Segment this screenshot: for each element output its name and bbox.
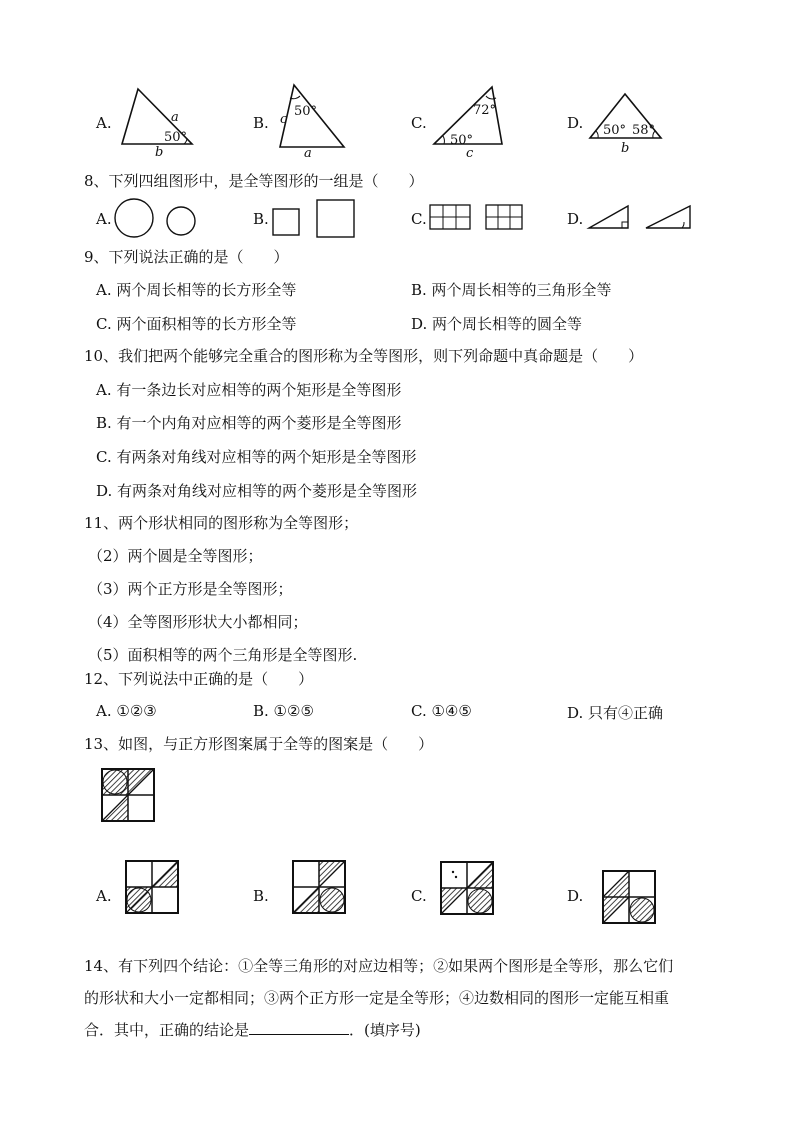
q7-option-a-label[interactable]: A. — [96, 114, 112, 132]
q7d-side-b: b — [621, 141, 630, 156]
q10-option-c[interactable]: C. 有两条对角线对应相等的两个矩形是全等图形 — [96, 448, 417, 466]
q8-option-a-label[interactable]: A. — [96, 210, 112, 228]
q9-option-a[interactable]: A. 两个周长相等的长方形全等 — [96, 281, 297, 299]
q8-option-c-label[interactable]: C. — [411, 210, 427, 228]
q7b-side-c: c — [280, 112, 288, 127]
q7d-angle-50: 50° — [603, 123, 627, 138]
q8-figure-d-right-triangles — [588, 204, 698, 232]
q7b-angle: 50° — [294, 104, 318, 119]
q7a-angle: 50° — [164, 130, 188, 145]
q7-option-c-label[interactable]: C. — [411, 114, 427, 132]
q7d-angle-58: 58° — [632, 123, 656, 138]
q7-option-d-label[interactable]: D. — [567, 114, 584, 132]
q13-option-c-label[interactable]: C. — [411, 887, 427, 905]
q9-option-c[interactable]: C. 两个面积相等的长方形全等 — [96, 315, 297, 333]
q13-reference-pattern — [101, 768, 157, 824]
q13-option-b-pattern — [291, 859, 349, 917]
q10-stem: 10、我们把两个能够完全重合的图形称为全等图形，则下列命题中真命题是（ ） — [84, 347, 644, 365]
q7c-angle-50: 50° — [450, 133, 474, 148]
q8-option-b-label[interactable]: B. — [253, 210, 269, 228]
q13-option-c-pattern — [439, 860, 497, 918]
q9-stem: 9、下列说法正确的是（ ） — [84, 248, 289, 266]
q11-stem: 11、两个形状相同的图形称为全等图形； — [84, 514, 359, 532]
q11-item-2: （2）两个圆是全等图形； — [88, 547, 263, 565]
q8-figure-b-squares — [272, 198, 362, 240]
q12-option-d[interactable]: D. 只有④正确 — [567, 704, 664, 722]
q14-line-3-text: 合．其中，正确的结论是 — [84, 1021, 250, 1039]
q13-stem: 13、如图，与正方形图案属于全等的图案是（ ） — [84, 735, 434, 753]
q7c-angle-72: 72° — [473, 103, 497, 118]
q13-option-d-label[interactable]: D. — [567, 887, 584, 905]
q8-option-d-label[interactable]: D. — [567, 210, 584, 228]
q7-figure-d — [588, 93, 668, 143]
q8-figure-c-grids — [429, 204, 529, 234]
q11-item-3: （3）两个正方形是全等图形； — [88, 580, 293, 598]
q14-line-2: 的形状和大小一定都相同；③两个正方形一定是全等形；④边数相同的图形一定能互相重 — [84, 989, 670, 1007]
q7c-side-c: c — [466, 146, 474, 161]
q9-option-b[interactable]: B. 两个周长相等的三角形全等 — [411, 281, 612, 299]
q14-line-3-tail: ．(填序号) — [349, 1021, 421, 1039]
q13-option-d-pattern — [601, 869, 659, 927]
q12-option-c[interactable]: C. ①④⑤ — [411, 702, 472, 720]
q7b-side-a: a — [304, 146, 312, 161]
q14-answer-blank[interactable] — [249, 1020, 349, 1035]
q9-option-d[interactable]: D. 两个周长相等的圆全等 — [411, 315, 583, 333]
q12-stem: 12、下列说法中正确的是（ ） — [84, 670, 314, 688]
q10-option-a[interactable]: A. 有一条边长对应相等的两个矩形是全等图形 — [96, 381, 402, 399]
q7a-side-b: b — [155, 145, 164, 160]
q13-option-a-label[interactable]: A. — [96, 887, 112, 905]
q13-option-a-pattern — [124, 859, 182, 917]
q8-figure-a-circles — [114, 198, 204, 240]
q7a-side-a: a — [171, 110, 179, 125]
q11-item-5: （5）面积相等的两个三角形是全等图形. — [88, 646, 358, 664]
q13-option-b-label[interactable]: B. — [253, 887, 269, 905]
q12-option-a[interactable]: A. ①②③ — [96, 702, 157, 720]
q12-option-b[interactable]: B. ①②⑤ — [253, 702, 314, 720]
q8-stem: 8、下列四组图形中，是全等图形的一组是（ ） — [84, 172, 424, 190]
q10-option-b[interactable]: B. 有一个内角对应相等的两个菱形是全等图形 — [96, 414, 402, 432]
q14-line-1: 14、有下列四个结论：①全等三角形的对应边相等；②如果两个图形是全等形，那么它们 — [84, 957, 674, 975]
q7-option-b-label[interactable]: B. — [253, 114, 269, 132]
q10-option-d[interactable]: D. 有两条对角线对应相等的两个菱形是全等图形 — [96, 482, 418, 500]
q14-line-3 — [84, 1019, 421, 1040]
q11-item-4: （4）全等图形形状大小都相同； — [88, 613, 308, 631]
